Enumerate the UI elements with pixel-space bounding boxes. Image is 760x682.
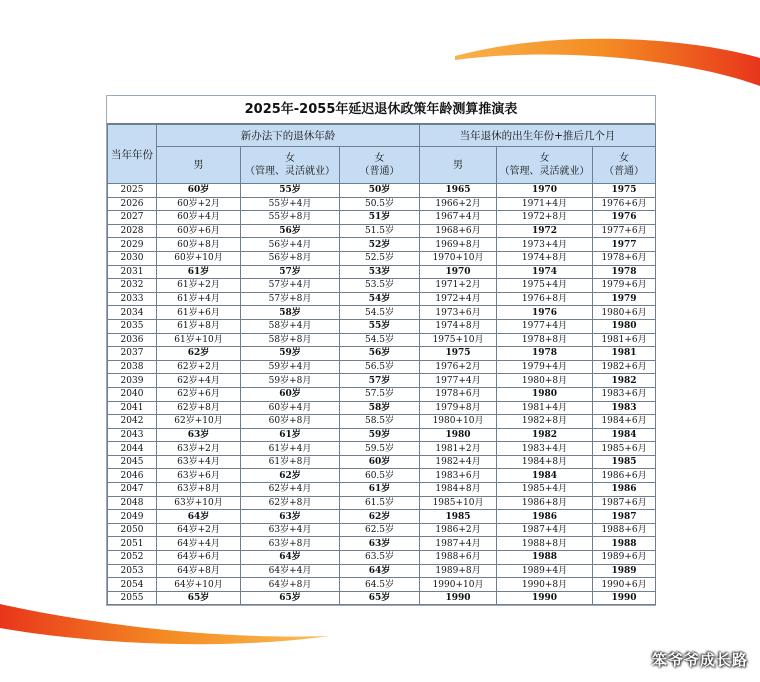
cell-female-general-birth: 1990+6月: [593, 578, 656, 592]
table-row: [108, 510, 656, 524]
cell-year: 2042: [108, 415, 157, 429]
cell-female-mgmt-birth: 1984: [497, 469, 593, 483]
cell-female-general-birth: 1983+6月: [593, 387, 656, 401]
cell-female-mgmt-age: 61岁+8月: [241, 455, 340, 469]
cell-female-general-birth: 1987+6月: [593, 496, 656, 510]
cell-male-age: 63岁+8月: [157, 483, 241, 497]
cell-female-mgmt-age: 57岁+4月: [241, 279, 340, 293]
table-row: [108, 428, 656, 442]
cell-male-birth: 1972+4月: [420, 292, 497, 306]
cell-male-age: 60岁+10月: [157, 251, 241, 265]
cell-male-age: 60岁+4月: [157, 211, 241, 225]
cell-female-mgmt-age: 61岁: [241, 428, 340, 442]
retirement-age-table-document: [106, 95, 656, 606]
cell-year: 2039: [108, 374, 157, 388]
cell-female-general-age: 52.5岁: [340, 251, 420, 265]
table-row: [108, 442, 656, 456]
cell-male-age: 61岁+8月: [157, 319, 241, 333]
cell-female-mgmt-birth: 1975+4月: [497, 279, 593, 293]
cell-female-mgmt-birth: 1971+4月: [497, 197, 593, 211]
cell-male-age: 60岁+6月: [157, 224, 241, 238]
cell-male-birth: 1985+10月: [420, 496, 497, 510]
cell-male-birth: 1982+4月: [420, 455, 497, 469]
cell-male-age: 61岁+4月: [157, 292, 241, 306]
cell-male-birth: 1987+4月: [420, 537, 497, 551]
cell-female-general-birth: 1978: [593, 265, 656, 279]
cell-female-general-birth: 1977: [593, 238, 656, 252]
table-row: [108, 238, 656, 252]
cell-female-general-birth: 1988: [593, 537, 656, 551]
cell-female-mgmt-birth: 1973+4月: [497, 238, 593, 252]
table-row: [108, 537, 656, 551]
table-row: [108, 415, 656, 429]
cell-female-general-birth: 1976+6月: [593, 197, 656, 211]
cell-male-age: 62岁+6月: [157, 387, 241, 401]
retirement-age-table: [107, 124, 656, 605]
cell-male-birth: 1985: [420, 510, 497, 524]
cell-female-general-age: 62岁: [340, 510, 420, 524]
cell-female-general-age: 58岁: [340, 401, 420, 415]
table-row: [108, 360, 656, 374]
cell-male-birth: 1980+10月: [420, 415, 497, 429]
cell-female-general-birth: 1987: [593, 510, 656, 524]
cell-female-mgmt-birth: 1972: [497, 224, 593, 238]
table-row: [108, 387, 656, 401]
cell-female-general-birth: 1990: [593, 591, 656, 605]
cell-female-general-age: 60岁: [340, 455, 420, 469]
cell-female-mgmt-age: 55岁+4月: [241, 197, 340, 211]
cell-male-age: 61岁+2月: [157, 279, 241, 293]
cell-female-mgmt-birth: 1990: [497, 591, 593, 605]
cell-female-mgmt-birth: 1978: [497, 347, 593, 361]
cell-female-mgmt-birth: 1979+4月: [497, 360, 593, 374]
cell-female-mgmt-age: 55岁: [241, 184, 340, 198]
cell-year: 2054: [108, 578, 157, 592]
cell-male-birth: 1975: [420, 347, 497, 361]
cell-year: 2041: [108, 401, 157, 415]
cell-female-general-age: 59.5岁: [340, 442, 420, 456]
cell-male-birth: 1970+10月: [420, 251, 497, 265]
table-row: [108, 292, 656, 306]
cell-year: 2046: [108, 469, 157, 483]
cell-year: 2031: [108, 265, 157, 279]
cell-male-birth: 1976+2月: [420, 360, 497, 374]
table-row: [108, 279, 656, 293]
cell-male-age: 64岁+4月: [157, 537, 241, 551]
cell-female-general-age: 61.5岁: [340, 496, 420, 510]
cell-female-mgmt-age: 63岁+8月: [241, 537, 340, 551]
cell-female-mgmt-age: 55岁+8月: [241, 211, 340, 225]
cell-female-general-age: 56.5岁: [340, 360, 420, 374]
cell-female-mgmt-age: 59岁: [241, 347, 340, 361]
cell-male-birth: 1965: [420, 184, 497, 198]
cell-year: 2028: [108, 224, 157, 238]
header-female-general-birth: 女 （普通）: [593, 147, 656, 184]
table-title: 2025年-2055年延迟退休政策年龄测算推演表: [107, 96, 655, 124]
cell-female-mgmt-age: 64岁: [241, 551, 340, 565]
cell-male-age: 63岁: [157, 428, 241, 442]
cell-female-mgmt-birth: 1987+4月: [497, 523, 593, 537]
cell-year: 2036: [108, 333, 157, 347]
cell-male-birth: 1973+6月: [420, 306, 497, 320]
table-row: [108, 591, 656, 605]
cell-male-birth: 1981+2月: [420, 442, 497, 456]
table-row: [108, 333, 656, 347]
cell-male-age: 62岁+4月: [157, 374, 241, 388]
cell-male-birth: 1983+6月: [420, 469, 497, 483]
cell-female-mgmt-birth: 1980: [497, 387, 593, 401]
table-row: [108, 401, 656, 415]
cell-female-general-age: 56岁: [340, 347, 420, 361]
cell-female-general-age: 54.5岁: [340, 306, 420, 320]
cell-male-birth: 1984+8月: [420, 483, 497, 497]
cell-female-general-age: 52岁: [340, 238, 420, 252]
cell-year: 2048: [108, 496, 157, 510]
cell-female-mgmt-birth: 1989+4月: [497, 564, 593, 578]
table-row: [108, 455, 656, 469]
cell-year: 2032: [108, 279, 157, 293]
table-row: [108, 469, 656, 483]
cell-female-mgmt-birth: 1982: [497, 428, 593, 442]
cell-male-age: 63岁+6月: [157, 469, 241, 483]
cell-male-birth: 1978+6月: [420, 387, 497, 401]
cell-female-mgmt-birth: 1970: [497, 184, 593, 198]
cell-female-general-birth: 1980+6月: [593, 306, 656, 320]
cell-year: 2027: [108, 211, 157, 225]
cell-female-mgmt-age: 63岁+4月: [241, 523, 340, 537]
cell-female-mgmt-age: 62岁: [241, 469, 340, 483]
header-male-birth: 男: [420, 147, 497, 184]
table-row: [108, 265, 656, 279]
cell-year: 2047: [108, 483, 157, 497]
cell-male-age: 61岁+10月: [157, 333, 241, 347]
table-row: [108, 347, 656, 361]
cell-female-mgmt-birth: 1977+4月: [497, 319, 593, 333]
cell-female-mgmt-age: 56岁+8月: [241, 251, 340, 265]
cell-male-age: 62岁+2月: [157, 360, 241, 374]
cell-male-age: 60岁+2月: [157, 197, 241, 211]
cell-male-age: 64岁+10月: [157, 578, 241, 592]
cell-year: 2037: [108, 347, 157, 361]
cell-male-birth: 1977+4月: [420, 374, 497, 388]
cell-female-general-age: 60.5岁: [340, 469, 420, 483]
cell-female-mgmt-birth: 1990+8月: [497, 578, 593, 592]
cell-female-mgmt-age: 59岁+4月: [241, 360, 340, 374]
cell-year: 2029: [108, 238, 157, 252]
cell-female-general-age: 55岁: [340, 319, 420, 333]
cell-male-age: 64岁+8月: [157, 564, 241, 578]
cell-male-age: 64岁+2月: [157, 523, 241, 537]
cell-female-general-age: 50.5岁: [340, 197, 420, 211]
cell-year: 2055: [108, 591, 157, 605]
header-female-mgmt-age: 女 （管理、灵活就业）: [241, 147, 340, 184]
cell-male-age: 60岁: [157, 184, 241, 198]
cell-female-general-birth: 1989: [593, 564, 656, 578]
cell-female-mgmt-birth: 1985+4月: [497, 483, 593, 497]
cell-female-general-age: 62.5岁: [340, 523, 420, 537]
table-row: [108, 211, 656, 225]
cell-male-age: 62岁: [157, 347, 241, 361]
cell-male-age: 61岁: [157, 265, 241, 279]
cell-female-general-age: 63.5岁: [340, 551, 420, 565]
table-row: [108, 251, 656, 265]
cell-female-mgmt-birth: 1974+8月: [497, 251, 593, 265]
cell-female-mgmt-age: 60岁+4月: [241, 401, 340, 415]
cell-female-general-birth: 1976: [593, 211, 656, 225]
cell-female-mgmt-birth: 1972+8月: [497, 211, 593, 225]
cell-female-general-birth: 1979+6月: [593, 279, 656, 293]
cell-female-mgmt-birth: 1976+8月: [497, 292, 593, 306]
cell-female-mgmt-age: 60岁: [241, 387, 340, 401]
cell-female-general-birth: 1986: [593, 483, 656, 497]
header-male-age: 男: [157, 147, 241, 184]
cell-female-mgmt-birth: 1983+4月: [497, 442, 593, 456]
cell-female-general-birth: 1975: [593, 184, 656, 198]
cell-year: 2033: [108, 292, 157, 306]
cell-female-mgmt-birth: 1976: [497, 306, 593, 320]
cell-female-general-age: 59岁: [340, 428, 420, 442]
table-row: [108, 483, 656, 497]
cell-male-birth: 1970: [420, 265, 497, 279]
cell-female-mgmt-birth: 1978+8月: [497, 333, 593, 347]
cell-female-mgmt-birth: 1980+8月: [497, 374, 593, 388]
cell-female-general-birth: 1980: [593, 319, 656, 333]
cell-female-general-birth: 1982+6月: [593, 360, 656, 374]
cell-year: 2026: [108, 197, 157, 211]
cell-female-general-age: 57.5岁: [340, 387, 420, 401]
cell-male-age: 62岁+10月: [157, 415, 241, 429]
cell-year: 2038: [108, 360, 157, 374]
cell-male-birth: 1969+8月: [420, 238, 497, 252]
cell-female-general-age: 57岁: [340, 374, 420, 388]
cell-male-age: 63岁+4月: [157, 455, 241, 469]
cell-male-age: 62岁+8月: [157, 401, 241, 415]
top-swoosh-shape: [455, 39, 760, 86]
cell-female-mgmt-age: 58岁+8月: [241, 333, 340, 347]
cell-female-mgmt-age: 63岁: [241, 510, 340, 524]
watermark-text: 笨爷爷成长路: [651, 651, 748, 669]
cell-female-mgmt-age: 57岁+8月: [241, 292, 340, 306]
table-row: [108, 551, 656, 565]
cell-male-age: 64岁: [157, 510, 241, 524]
cell-year: 2049: [108, 510, 157, 524]
header-female-general-age: 女 （普通）: [340, 147, 420, 184]
header-birth-year-delay: 当年退休的出生年份+推后几个月: [420, 125, 656, 147]
cell-male-age: 60岁+8月: [157, 238, 241, 252]
cell-female-general-birth: 1979: [593, 292, 656, 306]
cell-year: 2035: [108, 319, 157, 333]
cell-female-mgmt-age: 60岁+8月: [241, 415, 340, 429]
cell-female-mgmt-birth: 1988: [497, 551, 593, 565]
cell-male-birth: 1979+8月: [420, 401, 497, 415]
cell-female-general-birth: 1977+6月: [593, 224, 656, 238]
cell-male-age: 64岁+6月: [157, 551, 241, 565]
table-row: [108, 306, 656, 320]
cell-year: 2050: [108, 523, 157, 537]
cell-female-mgmt-birth: 1986: [497, 510, 593, 524]
cell-year: 2052: [108, 551, 157, 565]
cell-year: 2053: [108, 564, 157, 578]
cell-female-general-age: 54岁: [340, 292, 420, 306]
cell-female-general-birth: 1981+6月: [593, 333, 656, 347]
cell-female-mgmt-age: 62岁+4月: [241, 483, 340, 497]
cell-year: 2030: [108, 251, 157, 265]
table-row: [108, 523, 656, 537]
cell-female-general-age: 53.5岁: [340, 279, 420, 293]
table-row: [108, 578, 656, 592]
cell-female-general-age: 53岁: [340, 265, 420, 279]
cell-female-general-age: 63岁: [340, 537, 420, 551]
cell-male-birth: 1974+8月: [420, 319, 497, 333]
cell-male-age: 61岁+6月: [157, 306, 241, 320]
cell-year: 2043: [108, 428, 157, 442]
table-row: [108, 184, 656, 198]
cell-male-birth: 1966+2月: [420, 197, 497, 211]
cell-female-mgmt-age: 65岁: [241, 591, 340, 605]
cell-female-mgmt-age: 57岁: [241, 265, 340, 279]
cell-male-birth: 1968+6月: [420, 224, 497, 238]
header-new-retirement-age: 新办法下的退休年龄: [157, 125, 420, 147]
cell-female-mgmt-age: 56岁+4月: [241, 238, 340, 252]
header-female-mgmt-birth: 女 （管理、灵活就业）: [497, 147, 593, 184]
cell-female-mgmt-age: 58岁+4月: [241, 319, 340, 333]
cell-female-general-birth: 1989+6月: [593, 551, 656, 565]
cell-female-general-age: 61岁: [340, 483, 420, 497]
table-row: [108, 564, 656, 578]
cell-female-general-birth: 1986+6月: [593, 469, 656, 483]
cell-female-general-age: 65岁: [340, 591, 420, 605]
cell-year: 2040: [108, 387, 157, 401]
cell-female-mgmt-birth: 1974: [497, 265, 593, 279]
cell-male-birth: 1971+2月: [420, 279, 497, 293]
table-body: [108, 184, 656, 605]
table-row: [108, 197, 656, 211]
table-row: [108, 224, 656, 238]
cell-female-general-birth: 1978+6月: [593, 251, 656, 265]
cell-female-general-age: 58.5岁: [340, 415, 420, 429]
cell-female-mgmt-age: 62岁+8月: [241, 496, 340, 510]
table-row: [108, 319, 656, 333]
cell-male-birth: 1990: [420, 591, 497, 605]
cell-female-mgmt-age: 64岁+8月: [241, 578, 340, 592]
header-year: 当年年份: [108, 125, 157, 184]
cell-year: 2025: [108, 184, 157, 198]
cell-male-birth: 1975+10月: [420, 333, 497, 347]
cell-female-general-age: 64岁: [340, 564, 420, 578]
table-row: [108, 496, 656, 510]
cell-female-general-birth: 1985+6月: [593, 442, 656, 456]
cell-male-birth: 1986+2月: [420, 523, 497, 537]
table-row: [108, 374, 656, 388]
cell-male-birth: 1990+10月: [420, 578, 497, 592]
cell-female-general-birth: 1985: [593, 455, 656, 469]
cell-male-age: 65岁: [157, 591, 241, 605]
cell-year: 2051: [108, 537, 157, 551]
cell-male-birth: 1967+4月: [420, 211, 497, 225]
cell-female-general-age: 51.5岁: [340, 224, 420, 238]
bottom-swoosh-shape: [0, 604, 330, 644]
cell-female-mgmt-birth: 1986+8月: [497, 496, 593, 510]
cell-female-mgmt-age: 58岁: [241, 306, 340, 320]
cell-female-general-birth: 1982: [593, 374, 656, 388]
cell-female-general-age: 54.5岁: [340, 333, 420, 347]
cell-male-birth: 1988+6月: [420, 551, 497, 565]
cell-female-general-birth: 1988+6月: [593, 523, 656, 537]
cell-female-mgmt-age: 56岁: [241, 224, 340, 238]
cell-female-general-birth: 1981: [593, 347, 656, 361]
cell-female-mgmt-birth: 1981+4月: [497, 401, 593, 415]
cell-female-general-birth: 1984+6月: [593, 415, 656, 429]
cell-female-general-birth: 1983: [593, 401, 656, 415]
cell-female-general-birth: 1984: [593, 428, 656, 442]
cell-male-age: 63岁+2月: [157, 442, 241, 456]
cell-female-mgmt-birth: 1982+8月: [497, 415, 593, 429]
cell-female-general-age: 51岁: [340, 211, 420, 225]
cell-female-mgmt-age: 59岁+8月: [241, 374, 340, 388]
cell-year: 2034: [108, 306, 157, 320]
cell-male-age: 63岁+10月: [157, 496, 241, 510]
cell-female-mgmt-birth: 1988+8月: [497, 537, 593, 551]
cell-female-mgmt-age: 64岁+4月: [241, 564, 340, 578]
cell-female-general-age: 64.5岁: [340, 578, 420, 592]
cell-female-mgmt-birth: 1984+8月: [497, 455, 593, 469]
cell-female-general-age: 50岁: [340, 184, 420, 198]
cell-male-birth: 1980: [420, 428, 497, 442]
cell-female-mgmt-age: 61岁+4月: [241, 442, 340, 456]
cell-male-birth: 1989+8月: [420, 564, 497, 578]
cell-year: 2044: [108, 442, 157, 456]
cell-year: 2045: [108, 455, 157, 469]
